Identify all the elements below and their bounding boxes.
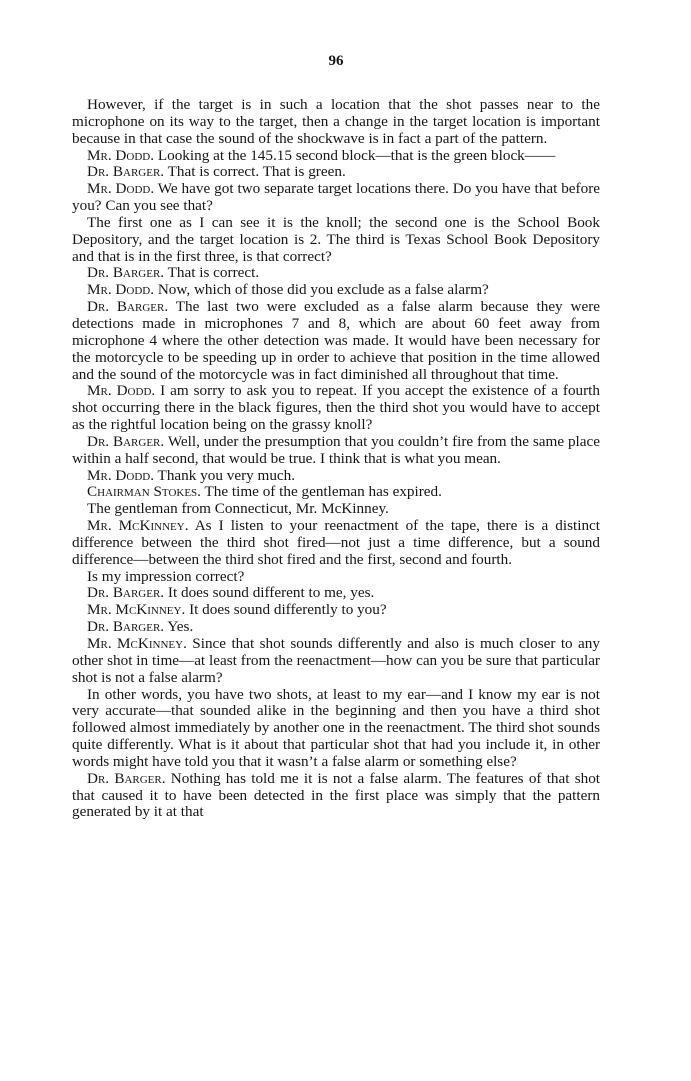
paragraph-text: As I listen to your reenactment of the tape, there is a distinct difference between the third shot fired—not just a time difference, but a sound difference—between the third shot fired and the first, second and fourth. [72,517,600,568]
page-number: 96 [328,53,344,69]
paragraph-text: In other words, you have two shots, at least to my ear—and I know my ear is not very accurate—that sounded alike in the beginning and then you have a third shot followed almost immediately by another one in the reenactment. The third shot sounds quite differently. What is it about that particular shot that had you include it, in other words might have told you that it wasn’t a false alarm or something else? [72,685,600,770]
transcript-paragraph [72,299,600,383]
speaker-name: Chairman Stokes. [87,483,201,501]
paragraph-text: The last two were excluded as a false alarm because they were detections made in microphones 7 and 8, which are about 60 feet away from microphone 4 where the other detection was made. It would have been necessary for the motorcycle to be speeding up in order to achieve that position in the time allowed and the sound of the motorcycle was in fact diminished all throughout that time. [72,298,600,383]
transcript-paragraph [72,501,600,518]
speaker-name: Mr. Dodd. [87,146,155,164]
transcript-paragraph [72,468,600,485]
transcript-paragraph [72,636,600,687]
transcript-paragraph [72,383,600,434]
paragraph-text: Is my impression correct? [87,567,245,585]
speaker-name: Mr. Dodd. [87,180,155,198]
transcript-paragraph [72,181,600,215]
transcript-paragraph [72,619,600,636]
paragraph-text: The time of the gentleman has expired. [200,483,442,501]
paragraph-text: The gentleman from Connecticut, Mr. McKinney. [87,500,389,518]
speaker-name: Mr. McKinney. [87,517,189,535]
transcript-paragraph [72,569,600,586]
speaker-name: Dr. Barger. [87,618,165,636]
paragraph-text: That is correct. [164,264,260,282]
speaker-name: Dr. Barger. [87,298,169,316]
transcript-paragraph [72,518,600,569]
paragraph-text: I am sorry to ask you to repeat. If you accept the existence of a fourth shot occurring there in the black figures, then the third shot you would have to accept as the rightful location being on the grassy knoll? [72,382,600,434]
transcript-paragraph [72,434,600,468]
paragraph-text: It does sound differently to you? [185,601,387,619]
paragraph-text: Thank you very much. [154,466,296,484]
speaker-name: Mr. McKinney. [87,601,186,619]
transcript-paragraph [72,215,600,266]
speaker-name: Dr. Barger. [87,264,165,282]
speaker-name: Mr. McKinney. [87,635,187,652]
paragraph-text: Looking at the 145.15 second block—that is the green block—— [154,146,556,164]
transcript-paragraph [72,164,600,181]
transcript-paragraph [72,148,600,165]
paragraph-text: The first one as I can see it is the knoll; the second one is the School Book Depository, and the target location is 2. The third is Texas School Book Depository and that is in the first three, is that correct? [72,213,600,265]
transcript-paragraph [72,484,600,501]
transcript-paragraph [72,585,600,602]
paragraph-text: However, if the target is in such a location that the shot passes near to the microphone on its way to the target, then a change in the target location is important because in that case the sound of the shockwave is in fact a part of the pattern. [72,96,600,147]
transcript-paragraph [72,771,600,822]
paragraph-text: That is correct. That is green. [164,163,346,181]
transcript-paragraph [72,97,600,148]
paragraph-text: Yes. [164,618,194,636]
speaker-name: Dr. Barger. [87,584,165,602]
paragraph-text: Well, under the presumption that you couldn’t fire from the same place within a half second, that would be true. I think that is what you mean. [72,432,601,467]
speaker-name: Mr. Dodd. [87,382,156,400]
paragraph-text: It does sound different to me, yes. [164,584,375,602]
transcript-paragraph [72,265,600,282]
paragraph-text: Since that shot sounds differently and also is much closer to any other shot in time—at least from the reenactment—how can you be sure that particular shot is not a false alarm? [72,635,600,686]
speaker-name: Dr. Barger. [87,432,165,450]
speaker-name: Dr. Barger. [87,769,166,787]
speaker-name: Mr. Dodd. [87,466,155,484]
speaker-name: Mr. Dodd. [87,281,155,299]
transcript-paragraph [72,282,600,299]
speaker-name: Dr. Barger. [87,163,165,181]
hearing-transcript-text [72,97,600,821]
paragraph-text: We have got two separate target locations there. Do you have that before you? Can you see that? [72,180,601,215]
paragraph-text: Nothing has told me it is not a false alarm. The features of that shot that caused it to have been detected in the first place was simply that the pattern generated by it at that [72,769,601,821]
document-page [72,52,600,821]
transcript-paragraph [72,687,600,771]
paragraph-text: Now, which of those did you exclude as a false alarm? [154,281,489,299]
transcript-paragraph [72,602,600,619]
